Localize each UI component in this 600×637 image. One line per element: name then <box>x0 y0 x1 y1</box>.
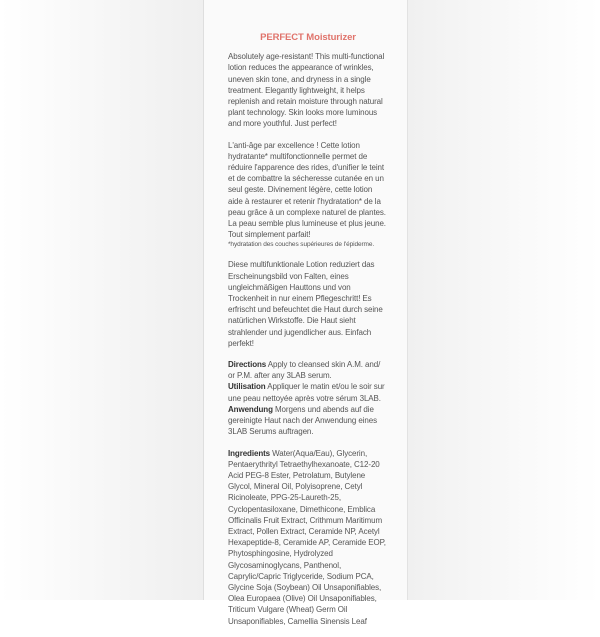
background-left <box>0 0 203 600</box>
label-content <box>228 32 388 637</box>
ingredients-text: Water(Aqua/Eau), Glycerin, Pentaerythrityl Tetraethylhexanoate, C12-20 Acid PEG-8 Ester, Petrolatum, Butylene Glycol, Mineral Oil, Polyisoprene, Cetyl Ricinoleate, PPG-25-Laureth-25, Cyclopentasiloxane, Dimethicone, Emblica Officinalis Fruit Extract, Crithmum Maritimum Extract, Pollen Extract, Ceramide NP, Acetyl Hexapeptide-8, Ceramide AP, Ceramide EOP, Phytosphingosine, Hydrolyzed Glycosaminoglycans, Panthenol, Caprylic/Capric Triglyceride, Sodium PCA, Glycine Soja (Soybean) Oil Unsaponifiables, Olea Europaea (Olive) Oil Unsaponifiables, Triticum Vulgare (Wheat) Germ Oil Unsaponifiables, Camellia Sinensis Leaf <box>228 448 386 626</box>
description-german: Diese multifunktionale Lotion reduziert das Erscheinungsbild von Falten, eines ungleichmäßigen Hauttons und von Trockenheit in nur einem Pflegeschritt! Es erfrischt und befeuchtet die Haut durch seine natürlichen Wirkstoffe. Die Haut sieht strahlender und jugendlicher aus. Einfach perfekt! <box>228 260 383 348</box>
directions-french <box>228 381 388 403</box>
description-english: Absolutely age-resistant! This multi-functional lotion reduces the appearance of wrinkles, uneven skin tone, and dryness in a single treatment. Elegantly lightweight, it helps replenish and retain moisture through natural plant technology. Skin looks more luminous and more youthful. Just perfect! <box>228 52 385 129</box>
directions-block <box>228 359 388 437</box>
background-right <box>408 0 600 600</box>
anwendung-text: Morgens und abends auf die gereinigte Haut nach der Anwendung eines 3LAB Serums auftragen. <box>228 404 378 437</box>
ingredients-block <box>228 448 388 627</box>
product-title: PERFECT Moisturizer <box>260 32 356 43</box>
utilisation-label: Utilisation <box>228 382 266 392</box>
ingredients-label: Ingredients <box>228 448 271 458</box>
anwendung-label: Anwendung <box>228 404 273 414</box>
box-side-panel <box>203 0 408 626</box>
directions-english <box>228 359 388 381</box>
french-footnote: *hydratation des couches supérieures de l'épiderme. <box>228 241 375 249</box>
description-french: L'anti-âge par excellence ! Cette lotion hydratante* multifonctionnelle permet de réduire l'apparence des rides, d'unifier le teint et de combattre la sécheresse cutanée en un seul geste. Divinement légère, cette lotion aide à restaurer et retenir l'hydratation* de la peau grâce à un complexe naturel de plantes. La peau semble plus lumineuse et plus jeune. Tout simplement parfait! <box>228 140 386 240</box>
directions-label: Directions <box>228 360 267 370</box>
directions-german <box>228 404 388 438</box>
directions-text: Apply to cleansed skin A.M. and/ or P.M. after any 3LAB serum. <box>228 360 381 381</box>
utilisation-text: Appliquer le matin et/ou le soir sur une peau nettoyée après votre sérum 3LAB. <box>228 382 385 403</box>
